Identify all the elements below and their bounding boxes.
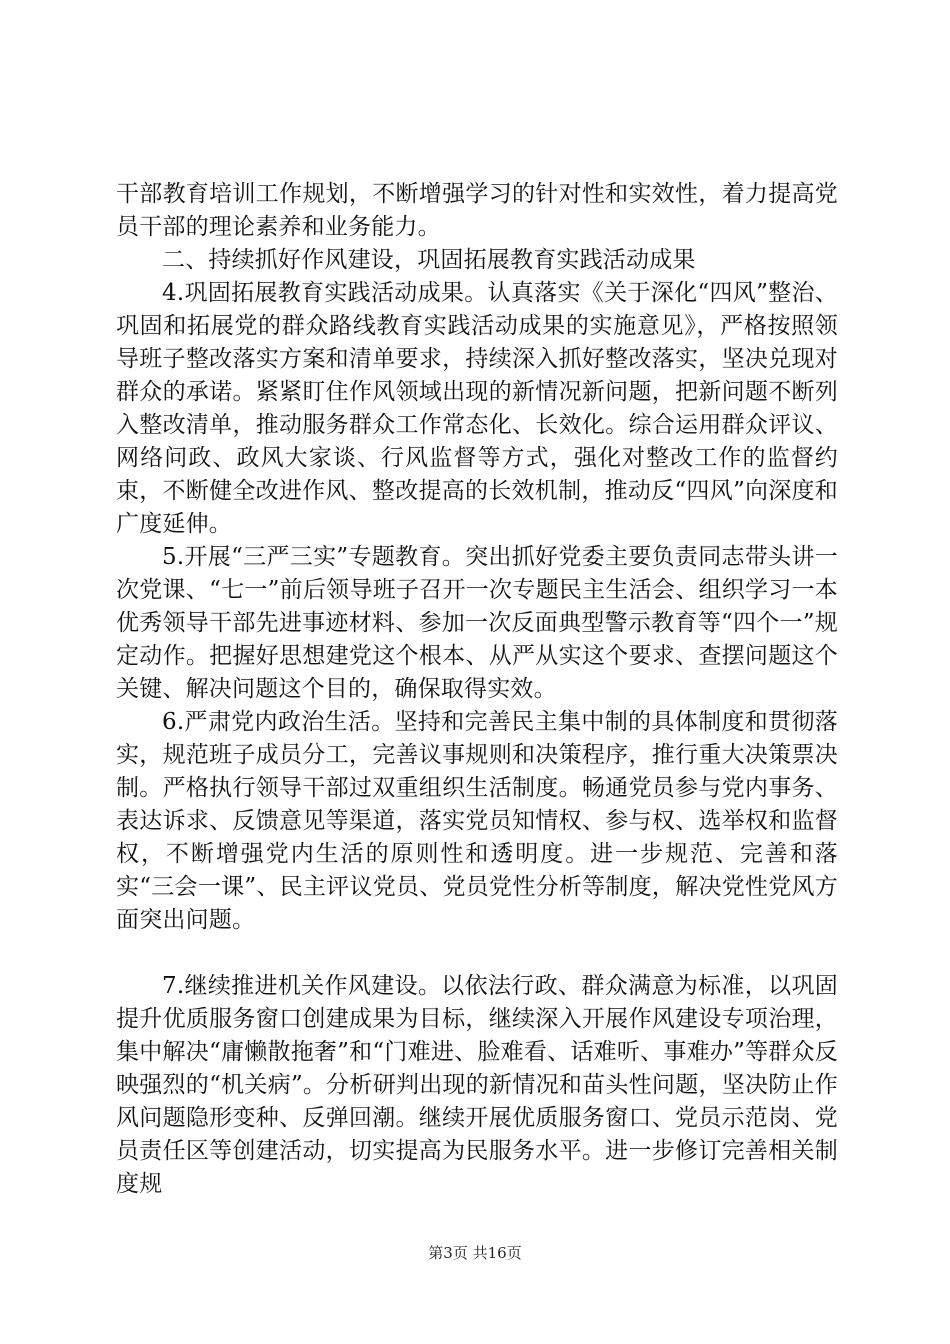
paragraph-item-4: 4.巩固拓展教育实践活动成果。认真落实《关于深化“四风”整治、巩固和拓展党的群众路线教育实践活动成果的实施意见》，严格按照领导班子整改落实方案和清单要求，持续深入抓好整改落实，坚决兑现对群众的承诺。紧紧盯住作风领域出现的新情况新问题，把新问题不断列入整改清单，推动服务群众工作常态化、长效化。综合运用群众评议、网络问政、政风大家谈、行风监督等方式，强化对整改工作的监督约束，不断健全改进作风、整改提高的长效机制，推动反“四风”向深度和广度延伸。 [116, 280, 838, 537]
page-number-label: 第3页 共16页 [428, 1244, 522, 1262]
paragraph-item-7: 7.继续推进机关作风建设。以依法行政、群众满意为标准，以巩固提升优质服务窗口创建成果为目标，继续深入开展作风建设专项治理，集中解决“庸懒散拖奢”和“门难进、脸难看、话难听、事难办”等群众反映强烈的“机关病”。分析研判出现的新情况和苗头性问题，坚决防止作风问题隐形变种、反弹回潮。继续开展优质服务窗口、党员示范岗、党员责任区等创建活动，切实提高为民服务水平。进一步修订完善相关制度规 [116, 973, 838, 1197]
paragraph-item-6: 6.严肃党内政治生活。坚持和完善民主集中制的具体制度和贯彻落实，规范班子成员分工，完善议事规则和决策程序，推行重大决策票决制。严格执行领导干部过双重组织生活制度。畅通党员参与党内事务、表达诉求、反馈意见等渠道，落实党员知情权、参与权、选举权和监督权，不断增强党内生活的原则性和透明度。进一步规范、完善和落实“三会一课”、民主评议党员、党员党性分析等制度，解决党性党风方面突出问题。 [116, 709, 838, 933]
section-heading: 二、持续抓好作风建设，巩固拓展教育实践活动成果 [162, 247, 696, 273]
page-footer [0, 1243, 950, 1263]
document-body [116, 178, 838, 1201]
paragraph-item-5: 5.开展“三严三实”专题教育。突出抓好党委主要负责同志带头讲一次党课、“七一”前后领导班子召开一次专题民主生活会、组织学习一本优秀领导干部先进事迹材料、参加一次反面典型警示教育等“四个一”规定动作。把握好思想建党这个根本、从严从实这个要求、查摆问题这个关键、解决问题这个目的，确保取得实效。 [116, 544, 838, 702]
paragraph-continuation: 干部教育培训工作规划，不断增强学习的针对性和实效性，着力提高党员干部的理论素养和业务能力。 [116, 181, 838, 240]
